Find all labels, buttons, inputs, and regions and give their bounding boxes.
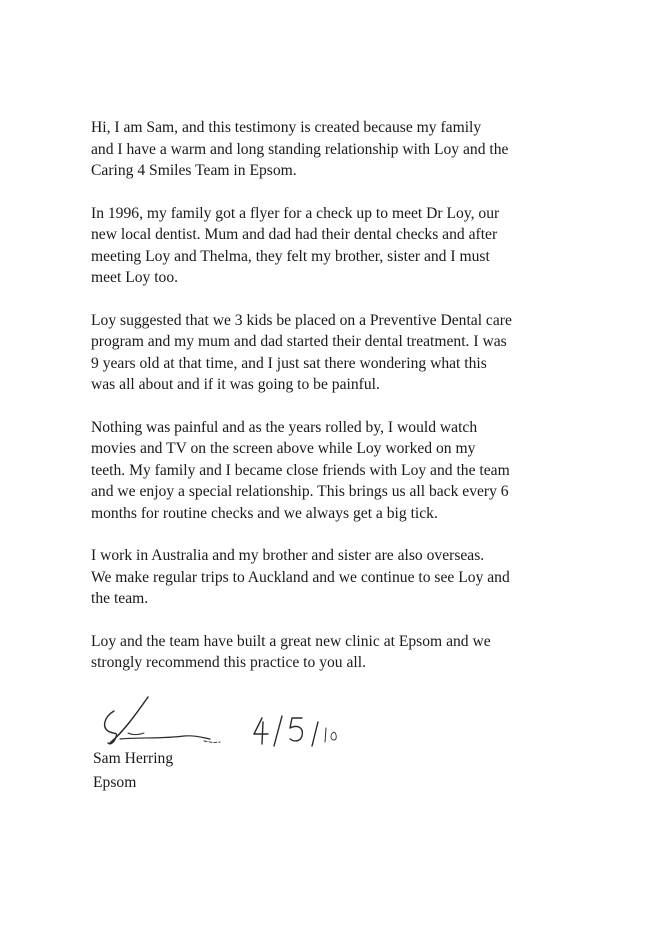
- paragraph-5: [91, 545, 611, 610]
- text-line: program and my mum and dad started their dental treatment. I was: [91, 333, 507, 350]
- text-line: Loy suggested that we 3 kids be placed on a Preventive Dental care: [91, 311, 512, 329]
- text-line: In 1996, my family got a flyer for a check up to meet Dr Loy, our: [91, 204, 500, 222]
- text-line: new local dentist. Mum and dad had their dental checks and after: [91, 226, 498, 243]
- text-line: Hi, I am Sam, and this testimony is created because my family: [91, 119, 482, 136]
- paragraph-3: [91, 310, 611, 396]
- text-line: was all about and if it was going to be painful.: [91, 376, 380, 393]
- text-line: months for routine checks and we always get a big tick.: [91, 504, 438, 522]
- text-line: Caring 4 Smiles Team in Epsom.: [91, 162, 297, 179]
- handwritten-signature: [92, 693, 242, 755]
- text-line: I work in Australia and my brother and sister are also overseas.: [91, 547, 485, 564]
- text-line: 9 years old at that time, and I just sat there wondering what this: [91, 354, 487, 372]
- paragraph-4: [91, 417, 611, 525]
- paragraph-6: [91, 631, 611, 674]
- text-line: strongly recommend this practice to you all.: [91, 654, 366, 671]
- paragraph-1: [91, 117, 611, 182]
- text-line: movies and TV on the screen above while Loy worked on my: [91, 440, 476, 457]
- text-line: Loy and the team have built a great new clinic at Epsom and we: [91, 632, 491, 650]
- signer-name: Sam Herring: [93, 750, 174, 767]
- text-line: teeth. My family and I became close friends with Loy and the team: [91, 461, 510, 479]
- text-line: meet Loy too.: [91, 269, 179, 286]
- handwritten-date: [250, 712, 350, 752]
- signer-block: [93, 747, 173, 795]
- signer-location: Epsom: [93, 774, 137, 791]
- text-line: and I have a warm and long standing relationship with Loy and the: [91, 140, 509, 158]
- text-line: We make regular trips to Auckland and we continue to see Loy and: [91, 568, 510, 586]
- text-line: meeting Loy and Thelma, they felt my brother, sister and I must: [91, 247, 490, 265]
- paragraph-2: [91, 203, 611, 289]
- text-line: Nothing was painful and as the years rolled by, I would watch: [91, 418, 478, 436]
- letter-body: [91, 117, 611, 695]
- text-line: the team.: [91, 590, 149, 607]
- text-line: and we enjoy a special relationship. This brings us all back every 6: [91, 483, 509, 500]
